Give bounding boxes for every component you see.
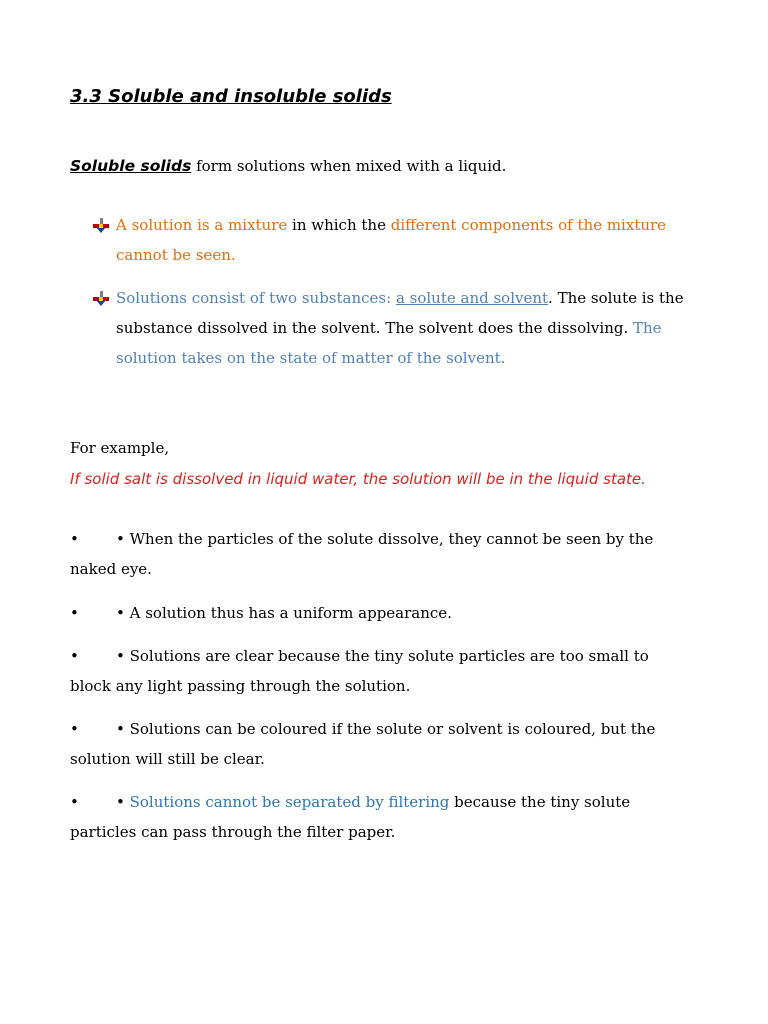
list-item bbox=[70, 598, 690, 628]
intro-paragraph bbox=[70, 154, 506, 178]
list-marker: • bbox=[70, 720, 79, 738]
list-item bbox=[70, 524, 690, 584]
bullet-2-part-1: Solutions consist of two substances: bbox=[116, 289, 396, 307]
list-item-prefix: • bbox=[116, 793, 130, 811]
filtering-highlight: Solutions cannot be separated by filtering bbox=[129, 793, 450, 811]
list-item bbox=[70, 641, 690, 701]
list-item-text: • Solutions are clear because the tiny solute particles are too small to block any light passing through the solution. bbox=[70, 647, 649, 695]
arrow-bullet-icon bbox=[93, 291, 109, 307]
list-item bbox=[70, 787, 690, 847]
list-item-text: • Solutions can be coloured if the solute or solvent is coloured, but the solution will still be clear. bbox=[70, 720, 656, 768]
example-label: For example, bbox=[70, 439, 170, 457]
list-marker: • bbox=[70, 647, 79, 665]
list-marker: • bbox=[70, 604, 79, 622]
bullet-2-part-3: . The solute is the substance dissolved in the solvent. The solvent does the dissolving. bbox=[116, 289, 684, 337]
list-item-text: • A solution thus has a uniform appearance. bbox=[116, 604, 452, 622]
bullet-1-part-3: different components of the mixture cannot be seen. bbox=[116, 216, 667, 264]
bullet-2-part-4: The solution takes on the state of matter of the solvent. bbox=[116, 319, 662, 367]
list-marker: • bbox=[70, 793, 79, 811]
list-item bbox=[70, 714, 690, 774]
bullet-item-2 bbox=[116, 283, 716, 373]
bullet-1-part-1: A solution is a mixture bbox=[116, 216, 288, 234]
bullet-1-part-2: in which the bbox=[287, 216, 391, 234]
section-heading: 3.3 Soluble and insoluble solids bbox=[70, 86, 392, 107]
example-text: If solid salt is dissolved in liquid water, the solution will be in the liquid state. bbox=[70, 470, 646, 488]
intro-rest: form solutions when mixed with a liquid. bbox=[191, 157, 507, 175]
bullet-item-1 bbox=[116, 210, 716, 270]
arrow-bullet-icon bbox=[93, 218, 109, 234]
list-marker: • bbox=[70, 530, 79, 548]
list-item-text: because the tiny solute particles can pass through the filter paper. bbox=[70, 793, 631, 841]
intro-term: Soluble solids bbox=[70, 157, 192, 175]
list-item-text: • When the particles of the solute dissolve, they cannot be seen by the naked eye. bbox=[70, 530, 654, 578]
solute-solvent-link[interactable]: a solute and solvent bbox=[395, 289, 549, 307]
